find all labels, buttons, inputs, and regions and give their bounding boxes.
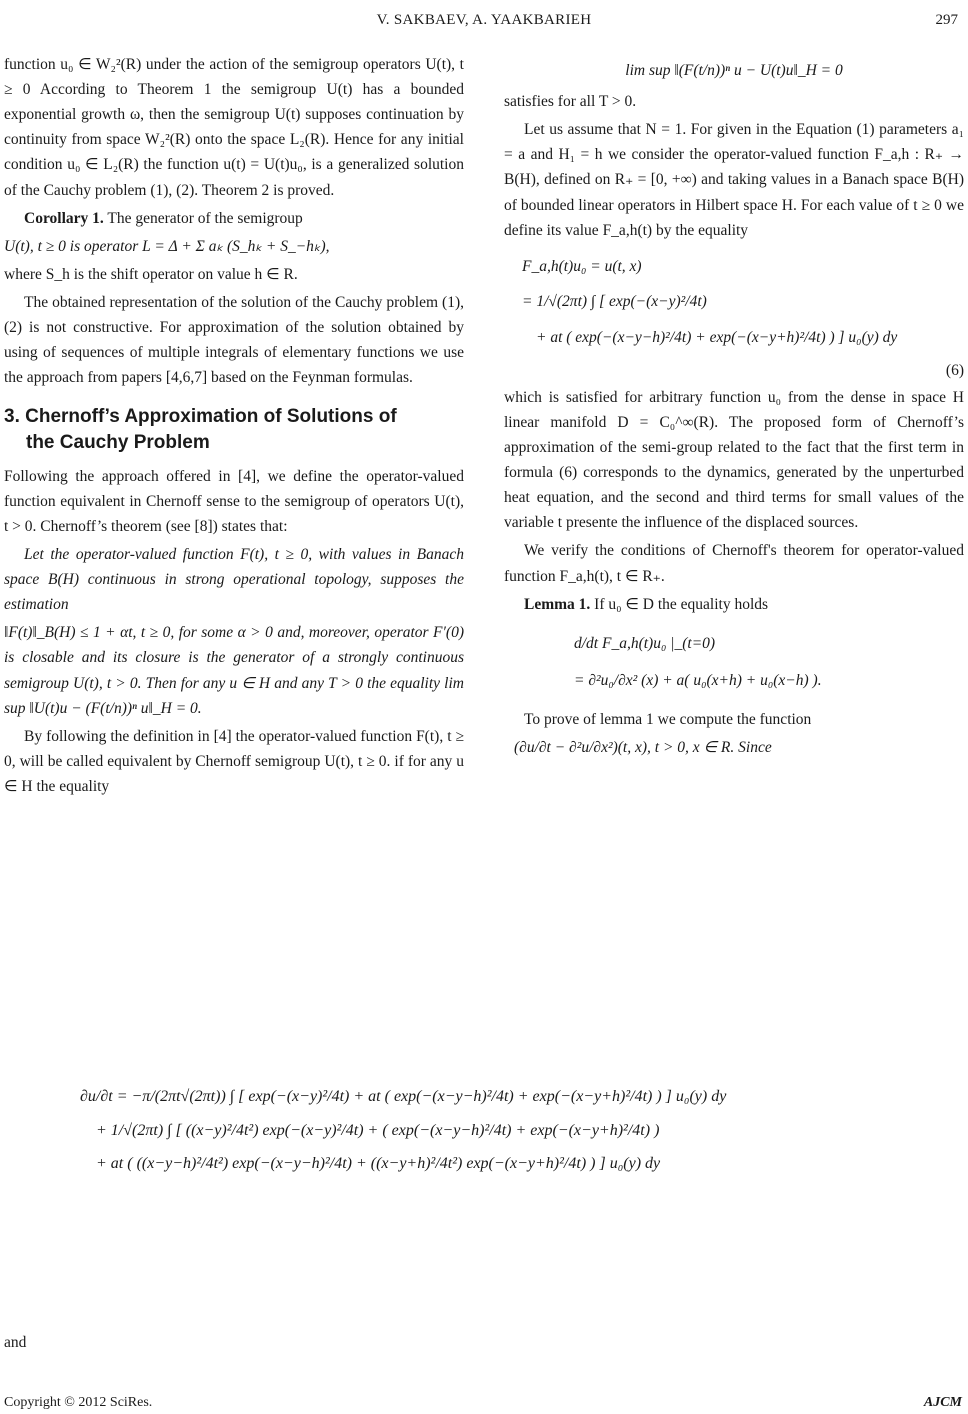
copyright-notice: Copyright © 2012 SciRes. <box>4 1395 153 1410</box>
journal-name: AJCM <box>923 1395 962 1410</box>
corollary <box>4 206 464 231</box>
paragraph-representation: The obtained representation of the solution of the Cauchy problem (1), (2) is not constructive. For approximation of the solution obtained by using of sequences of multiple integrals of elementary functions we use the approach from papers [4,6,7] based on the Feynman formulas. <box>4 293 464 387</box>
paragraph-proof-start: To prove of lemma 1 we compute the function <box>524 711 812 729</box>
equation-6 <box>522 249 964 356</box>
paragraph-theorem-end: function u₀ ∈ W₂²(R) under the action of the semigroup operators U(t), t ≥ 0 According to Theorem 1 the semigroup U(t) has a bounded exponential growth ω, then the semigroup U(t) supposes continuation by continuity from space W₂²(R) onto the space L₂(R). Hence for any initial condition u₀ ∈ L₂(R) the function u(t) = U(t)u₀, is a generalized solution of the Cauchy problem (1), (2). Theorem 2 is proved. <box>4 56 464 199</box>
paragraph-operator-definition: Let us assume that N = 1. For given in the Equation (1) parameters a₁ = a and H₁ = h we consider the operator-valued function F_a,h : R₊ → B(H), defined on R₊ = [0, +∞) and taking values in a Banach space B(H) of bounded linear operators in Hilbert space H. For each value of t ≥ 0 we define its value F_a,h(t) by the equality <box>504 121 964 239</box>
chernoff-limit-equation: lim sup ‖(F(t/n))ⁿ u − U(t)u‖_H = 0 <box>625 62 843 79</box>
lemma-equation <box>574 625 964 699</box>
section-heading-line-2: the Cauchy Problem <box>26 432 210 454</box>
corollary-text: The generator of the semigroup <box>107 209 303 227</box>
paragraph-equivalence-definition: By following the definition in [4] the operator-valued function F(t), t ≥ 0, will be called equivalent by Chernoff semigroup U(t), t ≥ 0. if for any u ∈ H the equality <box>4 727 464 796</box>
page-header <box>0 8 968 32</box>
equation-6-line-3: + at ( exp(−(x−y−h)²/4t) + exp(−(x−y+h)²/4t) ) ] u₀(y) dy <box>536 329 898 347</box>
derivative-equation-line-2: + 1/√(2πt) ∫ [ ((x−y)²/4t²) exp(−(x−y)²/4t) + ( exp(−(x−y−h)²/4t) + exp(−(x−y+h)²/4t) ) <box>96 1121 660 1139</box>
paragraph-for-all-t: satisfies for all T > 0. <box>504 93 637 111</box>
lemma-text: If u₀ ∈ D the equality holds <box>594 595 769 613</box>
running-title: V. SAKBAEV, A. YAAKBARIEH <box>376 12 592 28</box>
equation-number: (6) <box>945 361 964 379</box>
chernoff-theorem-estimation: ‖F(t)‖_B(H) ≤ 1 + αt, t ≥ 0, for some α > 0 and, moreover, operator F′(0) is closable and its closure is the generator of a strongly continuous semigroup U(t), t > 0. Then for any u ∈ H and any T > 0 the equality lim sup ‖U(t)u − (F(t/n))ⁿ u‖_H = 0. <box>4 624 464 717</box>
proof-function-expression: (∂u/∂t − ∂²u/∂x²)(t, x), t > 0, x ∈ R. Since <box>514 739 772 757</box>
chernoff-theorem-statement: Let the operator-valued function F(t), t ≥ 0, with values in Banach space B(H) continuous in strong operational topology, supposes the estimation <box>4 546 464 614</box>
section-heading <box>4 404 464 455</box>
and-text: and <box>4 1334 27 1351</box>
paragraph-chernoff-intro: Following the approach offered in [4], we define the operator-valued function equivalent in Chernoff sense to the semigroup of operators U(t), t > 0. Chernoff’s theorem (see [8]) states that: <box>4 467 464 535</box>
left-column <box>4 52 464 802</box>
lemma-equation-line-2: = ∂²u₀/∂x² (x) + a( u₀(x+h) + u₀(x−h) ). <box>574 671 822 689</box>
corollary-label: Corollary 1. <box>24 209 104 227</box>
lemma-label: Lemma 1. <box>524 595 591 613</box>
lemma-equation-line-1: d/dt F_a,h(t)u₀ |_(t=0) <box>574 634 716 652</box>
section-heading-line-1: 3. Chernoff’s Approximation of Solutions of <box>4 406 397 428</box>
shift-operator-text: where S_h is the shift operator on value h ∈ R. <box>4 265 298 283</box>
derivative-equation-line-3: + at ( ((x−y−h)²/4t²) exp(−(x−y−h)²/4t) + ((x−y+h)²/4t²) exp(−(x−y+h)²/4t) ) ] u₀(y) dy <box>96 1155 661 1173</box>
derivative-equation <box>80 1080 940 1181</box>
page-number: 297 <box>935 12 958 28</box>
equation-6-line-2: = 1/√(2πt) ∫ [ exp(−(x−y)²/4t) <box>522 293 707 311</box>
lemma <box>504 592 964 617</box>
equation-6-line-1: F_a,h(t)u₀ = u(t, x) <box>522 257 642 275</box>
paragraph-verify-conditions: We verify the conditions of Chernoff's theorem for operator-valued function F_a,h(t), t ∈ R₊. <box>504 542 964 585</box>
right-column <box>504 52 964 763</box>
paragraph-chernoff-form: which is satisfied for arbitrary function u₀ from the dense in space H linear manifold D = C₀^∞(R). The proposed form of Chernoff’s approximation of the semi-group related to the fact that the first term in formula (6) corresponds to the dynamics, generated by the unperturbed heat equation, and the second and third terms for small values of the variable t presente the influence of the displaced sources. <box>504 388 964 532</box>
corollary-equation: U(t), t ≥ 0 is operator L = Δ + Σ aₖ (S_hₖ + S_−hₖ), <box>4 237 330 255</box>
page-footer <box>4 1392 962 1414</box>
derivative-equation-line-1: ∂u/∂t = −π/(2πt√(2πt)) ∫ [ exp(−(x−y)²/4t) + at ( exp(−(x−y−h)²/4t) + exp(−(x−y+h)²/4t) ) ] u₀(y) dy <box>80 1088 727 1105</box>
